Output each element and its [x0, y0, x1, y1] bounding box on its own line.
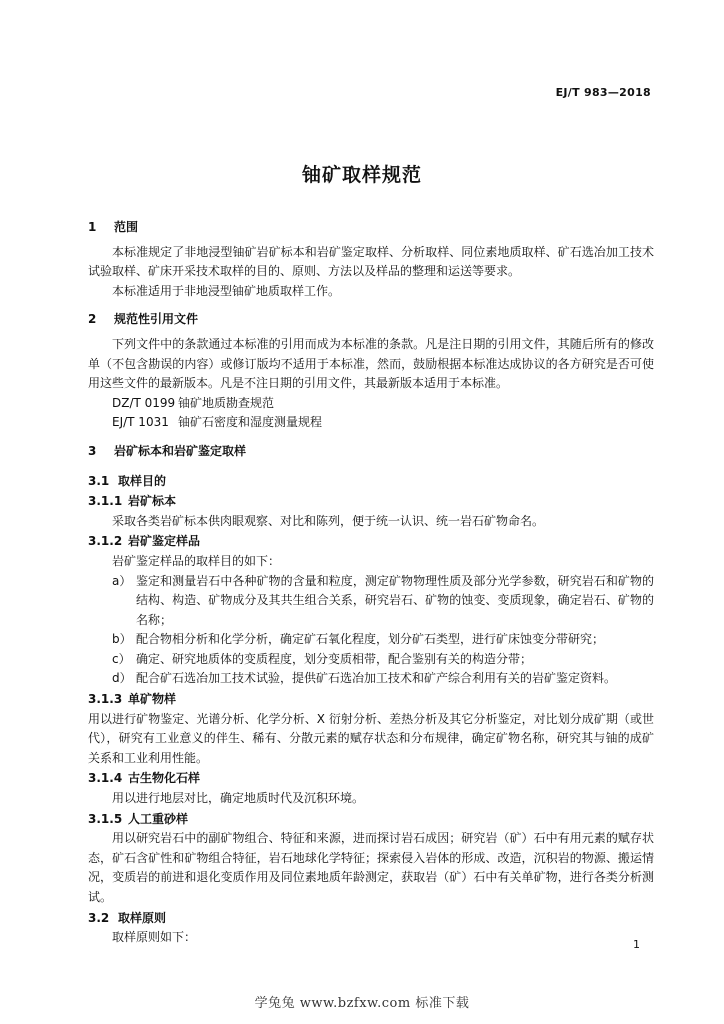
- section-number: 3: [88, 443, 97, 458]
- section-3-1-1-paragraph: 采取各类岩矿标本供肉眼观察、对比和陈列，便于统一认识、统一岩石矿物命名。: [112, 513, 545, 528]
- list-item: [88, 630, 654, 650]
- section-title: 古生物化石样: [128, 771, 201, 786]
- section-3-1-2-heading: [88, 532, 654, 552]
- section-3-1-5-paragraph: 用以研究岩石中的副矿物组合、特征和来源，进而探讨岩石成因；研究岩（矿）石中有用元素的赋存状态，矿石含矿性和矿物组合特征，岩石地球化学特征；探索侵入岩体的形成、改造，沉积岩的物源、搬运情况，变质岩的前进和退化变质作用及同位素地质年龄测定，获取岩（矿）石中有关单矿物，进行各类分析测试。: [88, 831, 654, 904]
- list-marker: b）: [112, 632, 132, 647]
- list-text: 配合物相分析和化学分析，确定矿石氧化程度，划分矿石类型，进行矿床蚀变分带研究；: [136, 632, 605, 647]
- standard-code: EJ/T 983—2018: [555, 86, 651, 99]
- section-3-1-4-heading: [88, 769, 654, 789]
- section-number: 3.2: [88, 910, 110, 925]
- section-title: 岩矿标本和岩矿鉴定取样: [114, 443, 247, 458]
- section-3-heading: [88, 442, 654, 462]
- list-item: [88, 572, 654, 631]
- section-3-1-heading: [88, 472, 654, 492]
- list-text: 配合矿石选冶加工技术试验，提供矿石选冶加工技术和矿产综合利用有关的岩矿鉴定资料。: [136, 671, 617, 686]
- reference-name: 铀矿地质勘查规范: [178, 395, 275, 410]
- section-2-heading: [88, 310, 654, 330]
- section-number: 3.1.4: [88, 771, 123, 786]
- section-number: 2: [88, 312, 97, 327]
- section-1-heading: [88, 218, 654, 238]
- section-title: 规范性引用文件: [114, 312, 199, 327]
- list-marker: a）: [112, 573, 132, 588]
- section-title: 岩矿鉴定样品: [128, 534, 201, 549]
- section-title: 取样目的: [118, 473, 167, 488]
- section-3-1-4-paragraph: 用以进行地层对比，确定地质时代及沉积环境。: [112, 791, 365, 806]
- list-marker: c）: [112, 651, 131, 666]
- section-1-paragraph-2: 本标准适用于非地浸型铀矿地质取样工作。: [112, 283, 341, 298]
- section-title: 取样原则: [118, 910, 167, 925]
- section-3-1-3-paragraph: 用以进行矿物鉴定、光谱分析、化学分析、X 衍射分析、差热分析及其它分析鉴定，对比划分成矿期（或世代），研究有工业意义的伴生、稀有、分散元素的赋存状态和分布规律，确定矿物名称，研究其与铀的成矿关系和工业利用性能。: [88, 711, 654, 765]
- section-3-1-1-heading: [88, 492, 654, 512]
- section-number: 3.1.2: [88, 534, 123, 549]
- reference-item: [88, 394, 654, 414]
- section-title: 范围: [114, 220, 139, 234]
- section-title: 单矿物样: [128, 692, 177, 707]
- reference-name: 铀矿石密度和湿度测量规程: [178, 415, 323, 430]
- footer-watermark-text: 学兔兔 www.bzfxw.com 标准下载: [254, 996, 470, 1011]
- section-title: 岩矿标本: [128, 494, 177, 509]
- section-3-2-paragraph: 取样原则如下：: [112, 930, 197, 945]
- section-3-1-2-intro: 岩矿鉴定样品的取样目的如下：: [112, 553, 281, 568]
- list-item: [88, 669, 654, 689]
- section-1-paragraph-1: 本标准规定了非地浸型铀矿岩矿标本和岩矿鉴定取样、分析取样、同位素地质取样、矿石选冶加工技术试验取样、矿床开采技术取样的目的、原则、方法以及样品的整理和运送等要求。: [88, 244, 654, 279]
- section-number: 1: [88, 220, 97, 234]
- section-number: 3.1: [88, 473, 110, 488]
- page-number: 1: [633, 938, 640, 951]
- section-number: 3.1.5: [88, 811, 123, 826]
- list-item: [88, 650, 654, 670]
- document-body: [88, 218, 654, 948]
- section-3-1-5-heading: [88, 810, 654, 830]
- section-number: 3.1.1: [88, 494, 123, 509]
- list-text: 鉴定和测量岩石中各种矿物的含量和粒度，测定矿物物理性质及部分光学参数，研究岩石和矿物的结构、构造、矿物成分及其共生组合关系，研究岩石、矿物的蚀变、变质现象，确定岩石、矿物的名称；: [136, 573, 654, 627]
- list-text: 确定、研究地质体的变质程度，划分变质相带，配合鉴别有关的构造分带；: [136, 651, 533, 666]
- section-3-2-heading: [88, 909, 654, 929]
- section-3-1-3-heading: [88, 690, 654, 710]
- reference-code: DZ/T 0199: [112, 395, 176, 410]
- section-number: 3.1.3: [88, 692, 123, 707]
- list-marker: d）: [112, 671, 132, 686]
- reference-code: EJ/T 1031: [112, 415, 169, 430]
- document-title: 铀矿取样规范: [301, 164, 422, 186]
- section-title: 人工重砂样: [128, 811, 189, 826]
- reference-item: [88, 413, 654, 433]
- section-2-paragraph: 下列文件中的条款通过本标准的引用而成为本标准的条款。凡是注日期的引用文件，其随后所有的修改单（不包含勘误的内容）或修订版均不适用于本标准，然而，鼓励根据本标准达成协议的各方研究是否可使用这些文件的最新版本。凡是不注日期的引用文件，其最新版本适用于本标准。: [88, 336, 654, 391]
